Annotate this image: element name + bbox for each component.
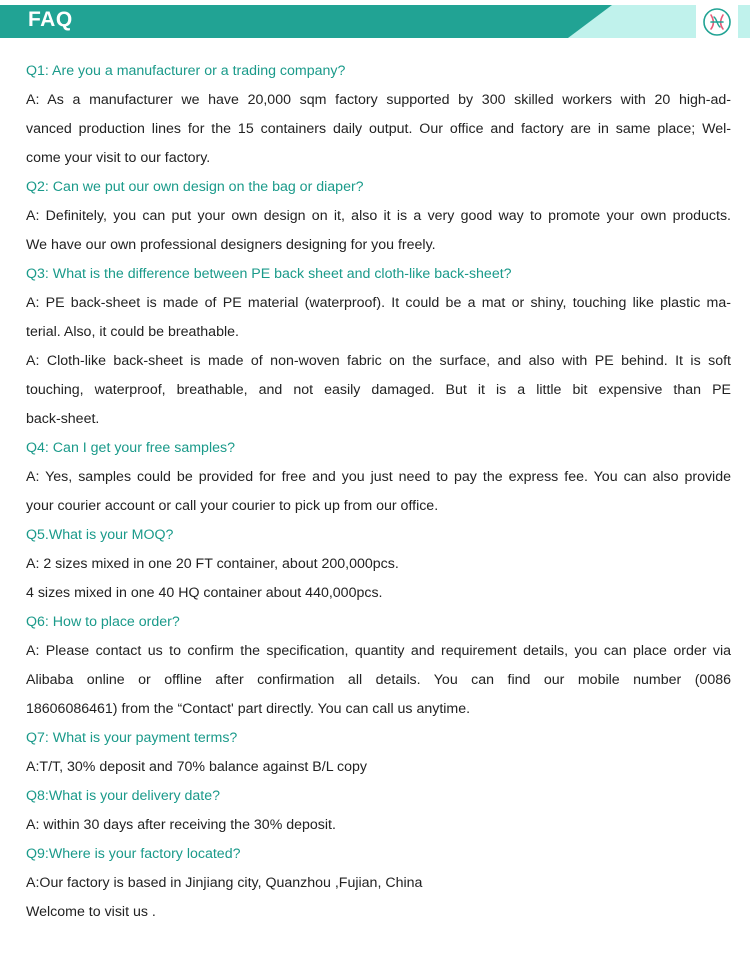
faq-answer-line: A: Definitely, you can put your own design on it, also it is a very good way to promote your own products.: [26, 208, 731, 224]
faq-answer-line: A: within 30 days after receiving the 30% deposit.: [26, 817, 336, 833]
faq-answer-line: 4 sizes mixed in one 40 HQ container about 440,000pcs.: [26, 585, 383, 601]
faq-answer-line: Alibaba online or offline after confirmation all details. You can find our mobile number (0086: [26, 672, 731, 688]
faq-answer-line: A: Yes, samples could be provided for free and you just need to pay the express fee. You can also provide: [26, 469, 731, 485]
faq-answer-line: 18606086461) from the “Contact' part directly. You can call us anytime.: [26, 701, 471, 717]
faq-answer-line: Welcome to visit us .: [26, 904, 156, 920]
faq-answer-line: terial. Also, it could be breathable.: [26, 324, 239, 340]
faq-question: Q1: Are you a manufacturer or a trading company?: [26, 63, 346, 79]
faq-question: Q8:What is your delivery date?: [26, 788, 220, 804]
faq-answer-line: vanced production lines for the 15 containers daily output. Our office and factory are in same place; Wel-: [26, 121, 731, 137]
faq-answer-line: back-sheet.: [26, 411, 100, 427]
faq-header: [0, 0, 750, 38]
faq-answer-line: touching, waterproof, breathable, and not easily damaged. But it is a little bit expensive than PE: [26, 382, 731, 398]
faq-question: Q5.What is your MOQ?: [26, 527, 174, 543]
faq-answer-line: A: PE back-sheet is made of PE material (waterproof). It could be a mat or shiny, touching like plastic ma-: [26, 295, 731, 311]
faq-answer-line: come your visit to our factory.: [26, 150, 211, 166]
faq-answer-line: A: Please contact us to confirm the specification, quantity and requirement details, you can place order via: [26, 643, 731, 659]
faq-question: Q4: Can I get your free samples?: [26, 440, 235, 456]
faq-question: Q7: What is your payment terms?: [26, 730, 238, 746]
faq-answer-line: A: As a manufacturer we have 20,000 sqm factory supported by 300 skilled workers with 20 high-ad-: [26, 92, 731, 108]
faq-answer-line: A:Our factory is based in Jinjiang city, Quanzhou ,Fujian, China: [26, 875, 423, 891]
faq-answer-line: A: 2 sizes mixed in one 20 FT container, about 200,000pcs.: [26, 556, 399, 572]
faq-list: [26, 57, 731, 927]
faq-question: Q2: Can we put our own design on the bag or diaper?: [26, 179, 364, 195]
faq-answer-line: your courier account or call your courier to pick up from our office.: [26, 498, 439, 514]
page-title: FAQ: [28, 8, 73, 31]
faq-answer-line: We have our own professional designers designing for you freely.: [26, 237, 436, 253]
faq-question: Q3: What is the difference between PE back sheet and cloth-like back-sheet?: [26, 266, 512, 282]
brand-logo-icon: [696, 3, 738, 39]
faq-answer-line: A:T/T, 30% deposit and 70% balance against B/L copy: [26, 759, 367, 775]
faq-question: Q9:Where is your factory located?: [26, 846, 241, 862]
faq-question: Q6: How to place order?: [26, 614, 180, 630]
header-banner: [0, 5, 750, 38]
faq-answer-line: A: Cloth-like back-sheet is made of non-woven fabric on the surface, and also with PE behind. It is soft: [26, 353, 731, 369]
